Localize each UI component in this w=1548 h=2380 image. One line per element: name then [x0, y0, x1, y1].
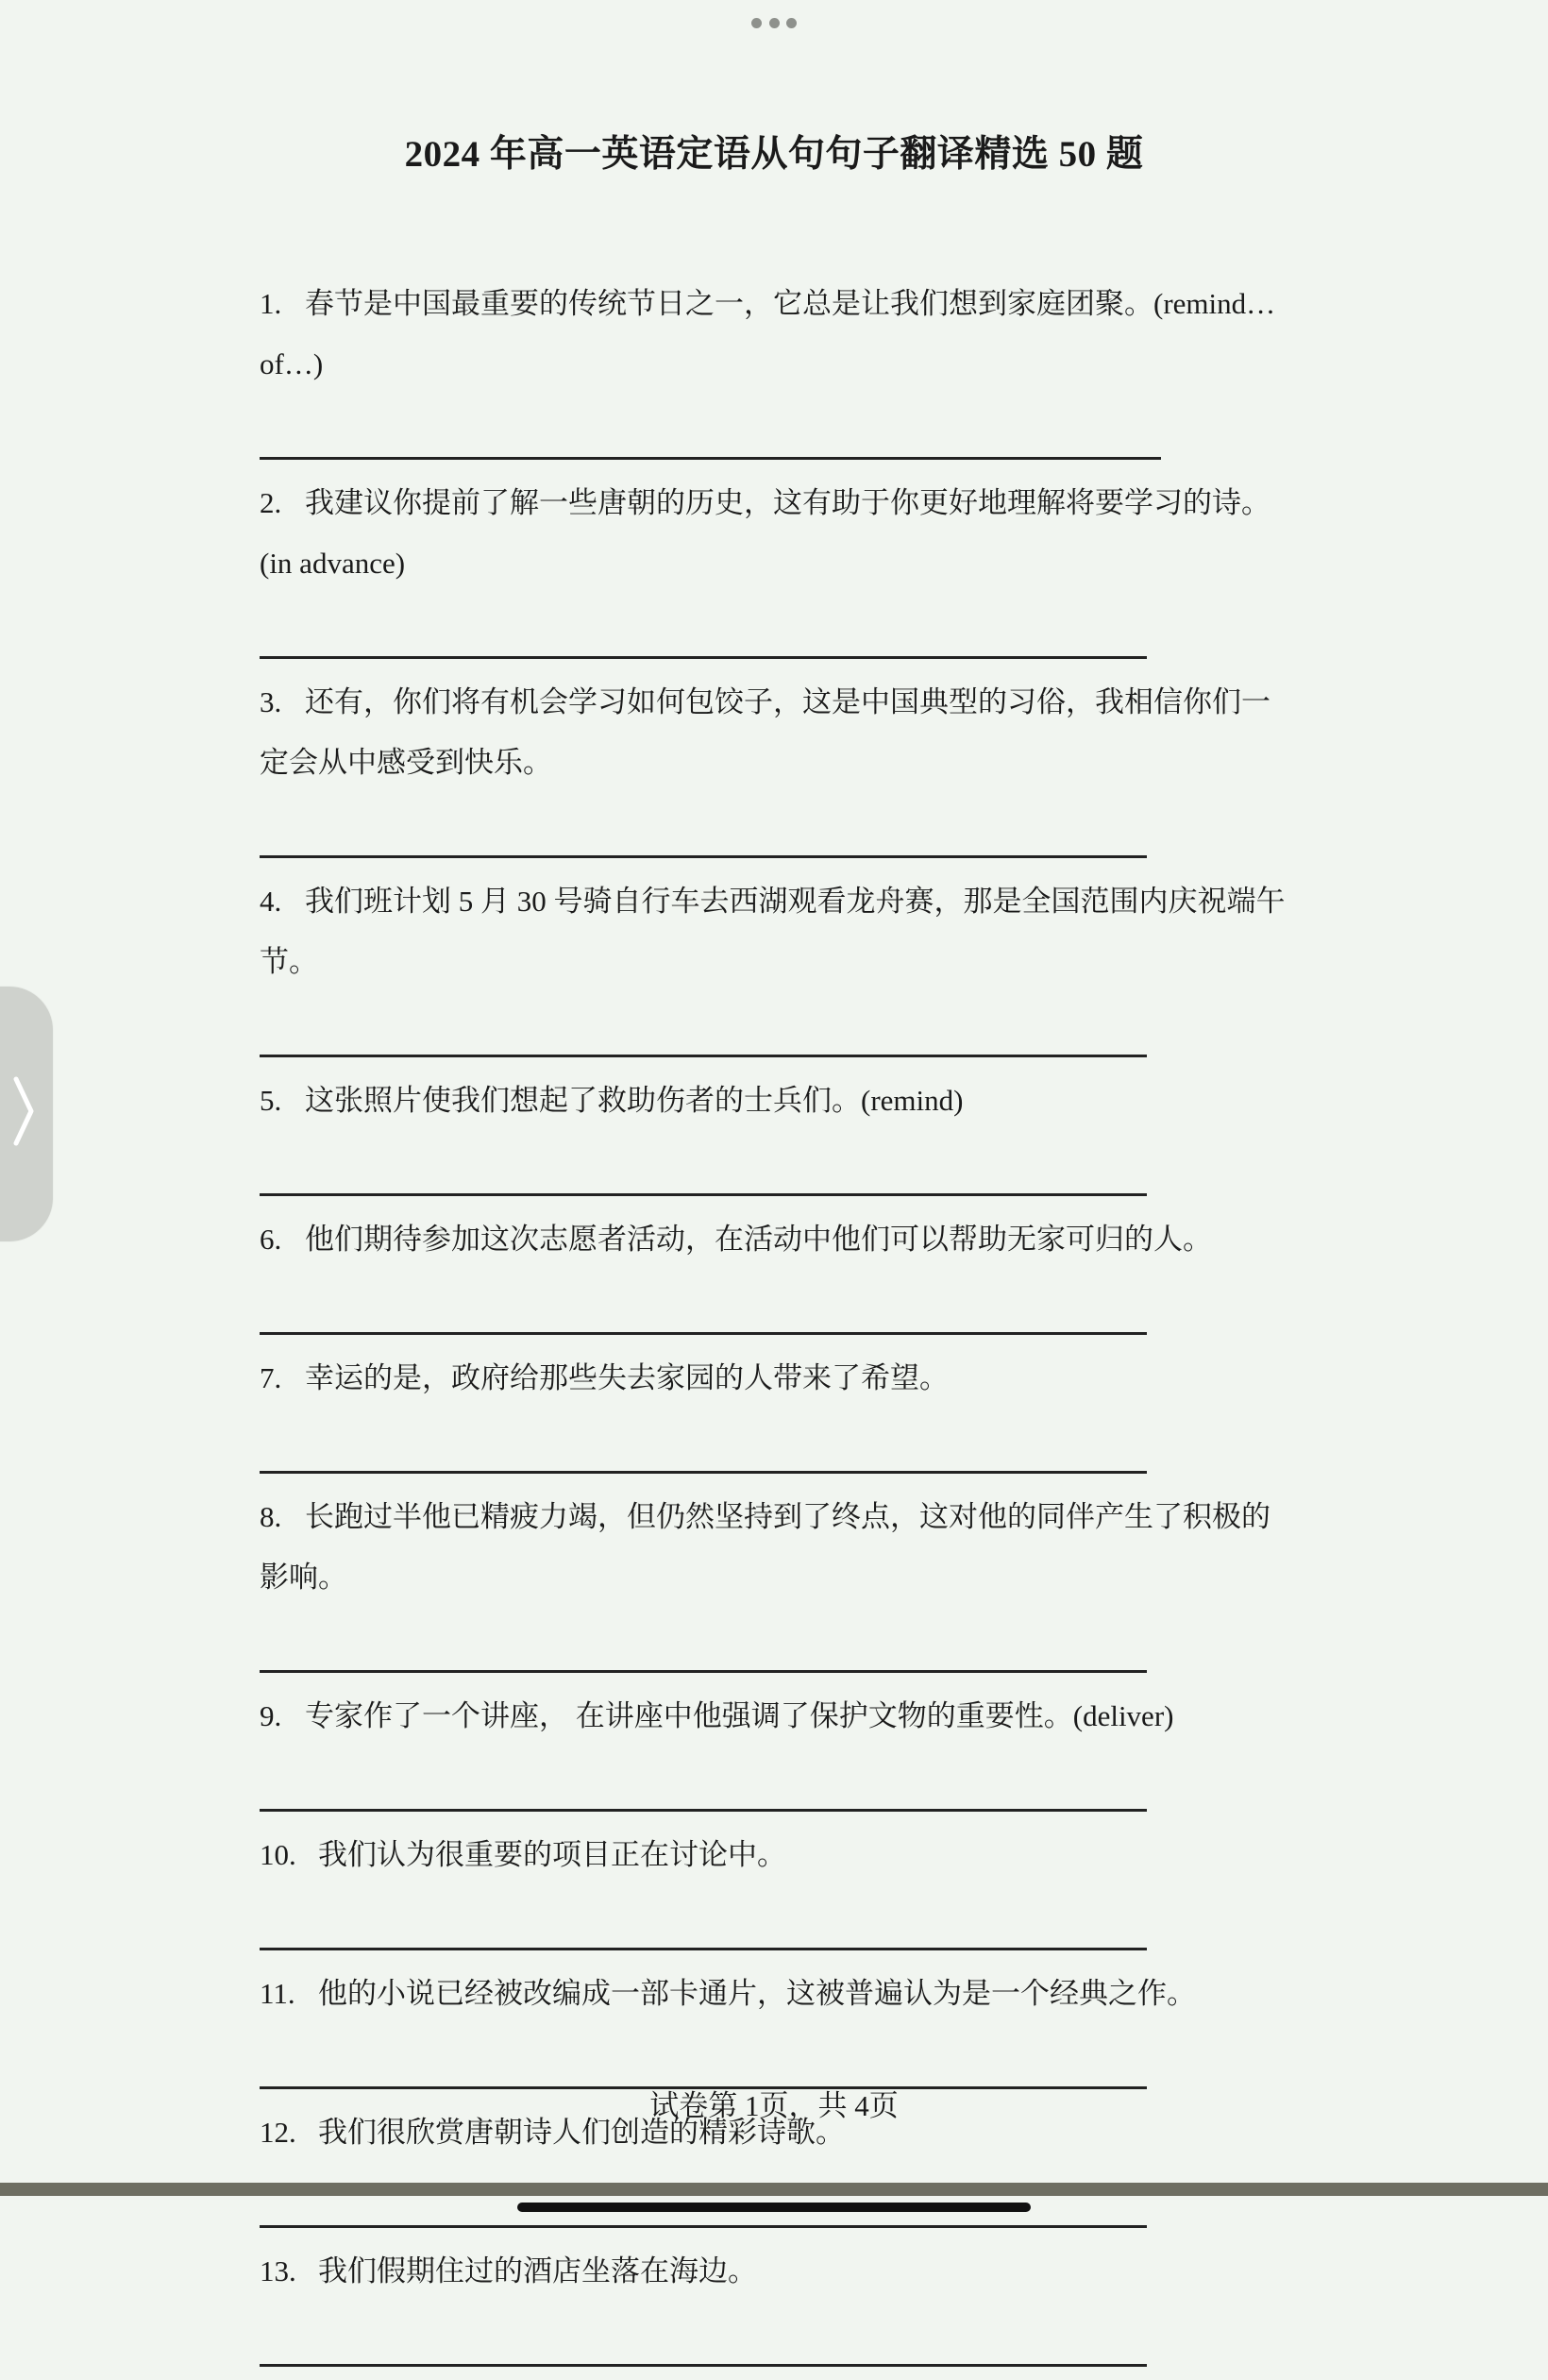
question-body: 春节是中国最重要的传统节日之一，它总是让我们想到家庭团聚。(remind…of…) [260, 287, 1276, 380]
dot [769, 18, 780, 28]
question-body: 我们假期住过的酒店坐落在海边。 [318, 2254, 757, 2287]
question-number: 1. [260, 287, 282, 320]
question-body: 专家作了一个讲座， 在讲座中他强调了保护文物的重要性。(deliver) [305, 1699, 1174, 1732]
question-number: 12. [260, 2116, 296, 2149]
question-text [260, 1825, 1298, 1885]
answer-line[interactable] [260, 395, 1161, 460]
page-title: 2024 年高一英语定语从句句子翻译精选 50 题 [404, 134, 1144, 175]
question-text [260, 672, 1298, 793]
answer-line[interactable] [260, 2302, 1147, 2367]
question-body: 长跑过半他已精疲力竭，但仍然坚持到了终点，这对他的同伴产生了积极的影响。 [260, 1500, 1270, 1594]
question-item [260, 1487, 1298, 1673]
question-item [260, 1686, 1298, 1812]
question-body: 我们班计划 5 月 30 号骑自行车去西湖观看龙舟赛，那是全国范围内庆祝端午节。 [260, 885, 1286, 978]
question-list [260, 274, 1298, 2380]
answer-line[interactable] [260, 1131, 1147, 1196]
question-number: 13. [260, 2254, 296, 2287]
question-text [260, 1686, 1298, 1747]
question-text [260, 871, 1298, 992]
question-number: 6. [260, 1223, 282, 1256]
side-panel-toggle[interactable] [0, 987, 53, 1241]
question-body: 我们认为很重要的项目正在讨论中。 [318, 1838, 786, 1871]
question-text [260, 1487, 1298, 1608]
home-indicator[interactable] [517, 2203, 1031, 2212]
question-number: 10. [260, 1838, 296, 1871]
question-item [260, 1209, 1298, 1335]
question-number: 9. [260, 1699, 282, 1732]
question-body: 他们期待参加这次志愿者活动，在活动中他们可以帮助无家可归的人。 [305, 1223, 1212, 1256]
question-text [260, 1209, 1298, 1270]
question-item [260, 274, 1298, 460]
question-body: 还有，你们将有机会学习如何包饺子，这是中国典型的习俗，我相信你们一定会从中感受到快乐。 [260, 685, 1270, 779]
answer-line[interactable] [260, 2024, 1147, 2089]
answer-line[interactable] [260, 992, 1147, 1057]
question-body: 我建议你提前了解一些唐朝的历史，这有助于你更好地理解将要学习的诗。(in advance) [260, 486, 1270, 580]
answer-line[interactable] [260, 1885, 1147, 1950]
question-item [260, 871, 1298, 1057]
answer-line[interactable] [260, 793, 1147, 858]
question-number: 2. [260, 486, 282, 519]
answer-line[interactable] [260, 1747, 1147, 1812]
question-item [260, 672, 1298, 858]
question-text [260, 2241, 1298, 2302]
answer-line[interactable] [260, 1409, 1147, 1474]
question-number: 11. [260, 1977, 295, 2010]
question-number: 3. [260, 685, 282, 718]
question-item [260, 1825, 1298, 1950]
answer-line[interactable] [260, 594, 1147, 659]
dot [786, 18, 797, 28]
dot [751, 18, 762, 28]
answer-line[interactable] [260, 1270, 1147, 1335]
question-number: 7. [260, 1361, 282, 1394]
question-item [260, 2241, 1298, 2367]
chevron-right-icon [13, 1076, 34, 1146]
question-text [260, 274, 1298, 395]
bottom-toolbar-edge [0, 2183, 1548, 2196]
question-body: 这张照片使我们想起了救助伤者的士兵们。(remind) [305, 1084, 964, 1117]
question-number: 5. [260, 1084, 282, 1117]
question-text [260, 1348, 1298, 1409]
page-footer: 试卷第 1页，共 4页 [649, 2089, 899, 2122]
answer-line[interactable] [260, 1608, 1147, 1673]
question-body: 我们很欣赏唐朝诗人们创造的精彩诗歌。 [318, 2116, 845, 2149]
question-body: 他的小说已经被改编成一部卡通片，这被普遍认为是一个经典之作。 [318, 1977, 1196, 2010]
question-text [260, 1964, 1298, 2024]
question-body: 幸运的是，政府给那些失去家园的人带来了希望。 [305, 1361, 949, 1394]
question-text [260, 473, 1298, 594]
question-item [260, 1071, 1298, 1196]
question-number: 4. [260, 885, 282, 918]
question-item [260, 1348, 1298, 1474]
question-item [260, 473, 1298, 659]
question-item [260, 1964, 1298, 2089]
question-text [260, 1071, 1298, 1131]
question-number: 8. [260, 1500, 282, 1533]
more-options-icon[interactable] [751, 17, 797, 28]
